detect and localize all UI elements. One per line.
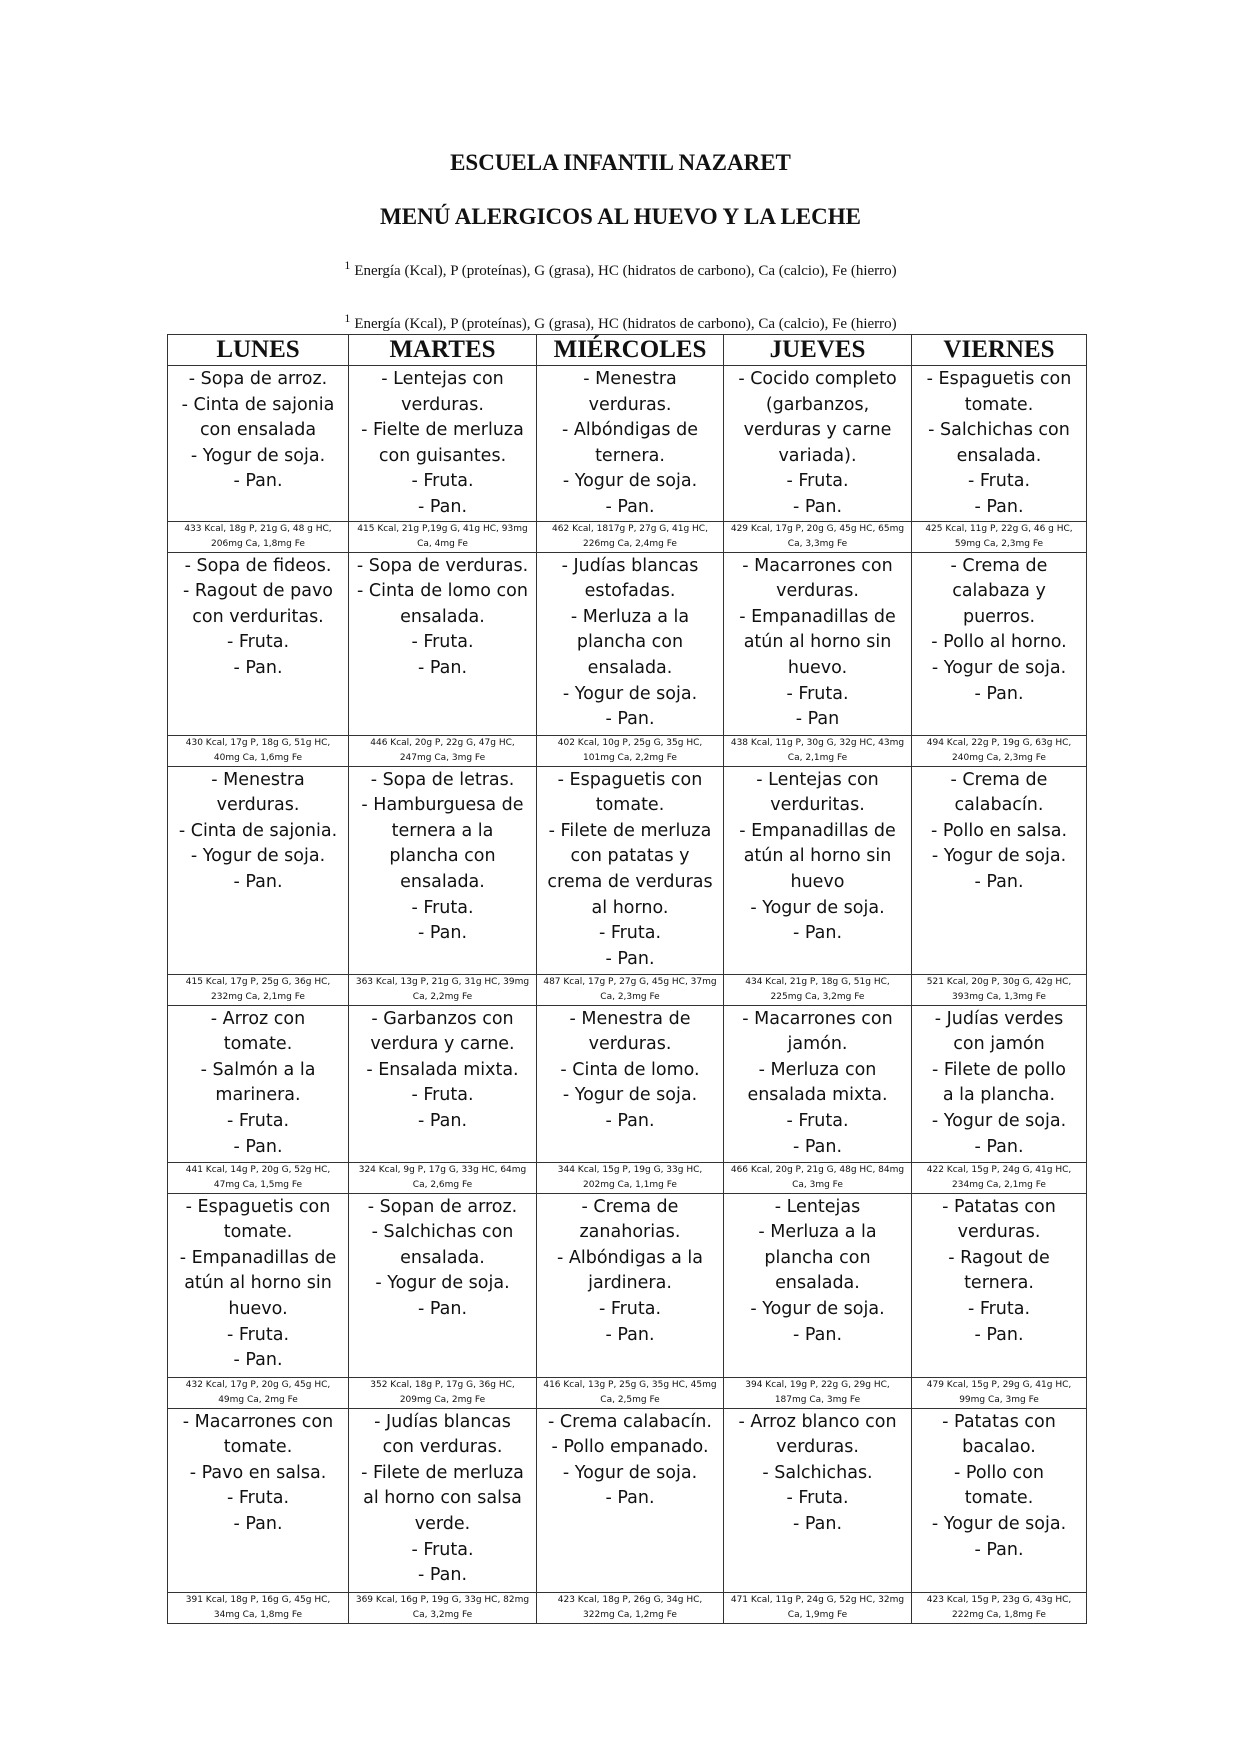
menu-item-line: verduras. bbox=[776, 581, 859, 602]
menu-item-line: - Pan. bbox=[792, 1324, 843, 1345]
menu-item-line: - Fruta. bbox=[226, 1110, 290, 1131]
menu-item-line: - Salchichas con bbox=[371, 1222, 514, 1243]
menu-row bbox=[168, 366, 1087, 522]
menu-item-line: - Macarrones con bbox=[742, 1008, 893, 1029]
menu-item-line: - Fruta. bbox=[411, 1539, 474, 1560]
menu-item-line: - Sopa de letras. bbox=[370, 769, 515, 790]
nutrition-info-lunes: 432 Kcal, 17g P, 20g G, 45g HC, 49mg Ca, 2mg Fe bbox=[168, 1377, 349, 1408]
menu-item-line: - Albóndigas a la bbox=[557, 1247, 703, 1268]
menu-item-line: bacalao. bbox=[962, 1437, 1036, 1458]
menu-cell-jueves bbox=[724, 552, 912, 735]
menu-item-line: - Pan. bbox=[974, 683, 1024, 704]
menu-item-line: - Pollo en salsa. bbox=[930, 820, 1068, 841]
menu-title: MENÚ ALERGICOS AL HUEVO Y LA LECHE bbox=[380, 204, 861, 229]
menu-item-line: - Pavo en salsa. bbox=[189, 1462, 327, 1483]
menu-cell-martes bbox=[349, 1005, 537, 1162]
menu-cell-lunes bbox=[168, 366, 349, 522]
menu-item-line: - Crema de bbox=[950, 769, 1048, 790]
footnote-text: Energía (Kcal), P (proteínas), G (grasa), HC (hidratos de carbono), Ca (calcio), Fe (hierro) bbox=[354, 316, 897, 332]
menu-item-line: - Yogur de soja. bbox=[750, 1298, 885, 1319]
menu-item-line: ensalada. bbox=[956, 445, 1042, 466]
menu-item-line: - Fielte de merluza bbox=[361, 420, 524, 441]
menu-item-line: - Pan. bbox=[233, 1136, 283, 1157]
menu-item-line: - Sopa de verduras. bbox=[356, 555, 529, 576]
menu-item-line: - Yogur de soja. bbox=[562, 471, 698, 492]
menu-row bbox=[168, 1005, 1087, 1162]
nutrition-info-martes: 369 Kcal, 16g P, 19g G, 33g HC, 82mg Ca, 3,2mg Fe bbox=[349, 1592, 537, 1623]
nutrition-info-martes: 324 Kcal, 9g P, 17g G, 33g HC, 64mg Ca, 2,6mg Fe bbox=[349, 1162, 537, 1193]
menu-item-line: - Yogur de soja. bbox=[562, 1085, 698, 1106]
menu-item-line: - Pollo empanado. bbox=[551, 1437, 709, 1458]
menu-item-line: - Patatas con bbox=[942, 1196, 1056, 1217]
menu-item-line: tomate. bbox=[223, 1437, 293, 1458]
nutrition-info-jueves: 434 Kcal, 21g P, 18g G, 51g HC, 225mg Ca, 3,2mg Fe bbox=[724, 974, 912, 1005]
menu-item-line: - Albóndigas de bbox=[562, 420, 698, 441]
menu-item-line: - Espaguetis con bbox=[926, 369, 1072, 389]
menu-item-line: - Menestra bbox=[583, 369, 677, 389]
nutrition-info-jueves: 438 Kcal, 11g P, 30g G, 32g HC, 43mg Ca, 2,1mg Fe bbox=[724, 735, 912, 766]
nutrition-info-jueves: 471 Kcal, 11g P, 24g G, 52g HC, 32mg Ca, 1,9mg Fe bbox=[724, 1592, 912, 1623]
menu-item-line: - Yogur de soja. bbox=[562, 1462, 698, 1483]
menu-item-line: - Filete de pollo bbox=[931, 1059, 1067, 1080]
menu-item-line: - Pan. bbox=[417, 1110, 468, 1131]
menu-item-line: atún al horno sin bbox=[743, 846, 892, 867]
menu-item-line: - Cinta de sajonia. bbox=[178, 820, 338, 841]
menu-item-line: - Pan. bbox=[974, 1136, 1024, 1157]
menu-cell-lunes bbox=[168, 1193, 349, 1377]
nutrition-info-viernes: 423 Kcal, 15g P, 23g G, 43g HC, 222mg Ca, 1,8mg Fe bbox=[912, 1592, 1087, 1623]
menu-item-line: - Judías blancas bbox=[561, 555, 699, 576]
menu-item-line: puerros. bbox=[962, 606, 1036, 627]
menu-cell-viernes bbox=[912, 766, 1087, 974]
weekly-menu-table bbox=[167, 334, 1087, 1624]
menu-item-line: - Cinta de lomo. bbox=[560, 1059, 700, 1080]
menu-item-line: con ensalada bbox=[199, 420, 317, 441]
school-name: ESCUELA INFANTIL NAZARET bbox=[450, 150, 791, 175]
menu-item-line: - Lentejas con bbox=[381, 369, 504, 389]
menu-item-line: - Ensalada mixta. bbox=[366, 1059, 519, 1080]
menu-item-line: - Crema de bbox=[581, 1196, 679, 1217]
menu-item-line: - Pollo al horno. bbox=[931, 632, 1067, 653]
day-header-row bbox=[168, 335, 1087, 366]
menu-item-line: huevo. bbox=[787, 657, 848, 678]
footnote-text: Energía (Kcal), P (proteínas), G (grasa), HC (hidratos de carbono), Ca (calcio), Fe (hierro) bbox=[354, 263, 897, 279]
menu-item-line: (garbanzos, bbox=[765, 394, 870, 415]
menu-item-line: zanahorias. bbox=[579, 1222, 681, 1243]
menu-item-line: - Crema calabacín. bbox=[548, 1411, 712, 1432]
menu-item-line: verduras. bbox=[957, 1222, 1041, 1243]
menu-item-line: - Patatas con bbox=[942, 1411, 1056, 1432]
menu-item-line: - Fruta. bbox=[411, 1085, 474, 1106]
menu-item-line: - Pan. bbox=[417, 657, 468, 678]
menu-item-line: - Cinta de sajonia bbox=[181, 394, 335, 415]
nutrition-row bbox=[168, 1377, 1087, 1408]
menu-item-line: - Cinta de lomo con bbox=[357, 581, 528, 602]
menu-item-line: - Pan. bbox=[233, 871, 283, 892]
nutrition-info-viernes: 422 Kcal, 15g P, 24g G, 41g HC, 234mg Ca, 2,1mg Fe bbox=[912, 1162, 1087, 1193]
menu-item-line: ensalada. bbox=[400, 606, 485, 627]
menu-cell-jueves bbox=[724, 1193, 912, 1377]
day-header-viernes: VIERNES bbox=[912, 335, 1087, 366]
menu-cell-jueves bbox=[724, 1005, 912, 1162]
menu-item-line: verdura y carne. bbox=[370, 1034, 515, 1055]
menu-item-line: - Fruta. bbox=[967, 1298, 1031, 1319]
menu-cell-martes bbox=[349, 1193, 537, 1377]
nutrition-info-jueves: 394 Kcal, 19g P, 22g G, 29g HC, 187mg Ca, 3mg Fe bbox=[724, 1377, 912, 1408]
menu-item-line: verduras. bbox=[776, 1437, 859, 1458]
menu-item-line: - Empanadillas de bbox=[739, 820, 896, 841]
menu-item-line: tomate. bbox=[964, 1488, 1034, 1509]
nutrition-info-martes: 415 Kcal, 21g P,19g G, 41g HC, 93mg Ca, 4mg Fe bbox=[349, 521, 537, 552]
menu-item-line: - Judías verdes bbox=[934, 1008, 1064, 1029]
menu-item-line: - Filete de merluza bbox=[548, 820, 712, 841]
menu-item-line: - Sopan de arroz. bbox=[367, 1196, 518, 1217]
menu-item-line: tomate. bbox=[223, 1034, 293, 1055]
nutrition-row bbox=[168, 521, 1087, 552]
menu-item-line: - Ragout de bbox=[948, 1247, 1050, 1268]
menu-item-line: - Sopa de arroz. bbox=[188, 369, 328, 389]
menu-item-line: - Merluza a la bbox=[758, 1222, 877, 1243]
menu-item-line: - Espaguetis con bbox=[557, 769, 703, 790]
nutrition-info-lunes: 433 Kcal, 18g P, 21g G, 48 g HC, 206mg Ca, 1,8mg Fe bbox=[168, 521, 349, 552]
menu-item-line: - Pan. bbox=[792, 1136, 843, 1157]
menu-item-line: - Yogur de soja. bbox=[931, 846, 1067, 867]
menu-item-line: - Yogur de soja. bbox=[931, 657, 1067, 678]
day-header-lunes: LUNES bbox=[168, 335, 349, 366]
menu-item-line: verduras. bbox=[401, 394, 484, 415]
nutrition-info-miercoles: 487 Kcal, 17g P, 27g G, 45g HC, 37mg Ca, 2,3mg Fe bbox=[537, 974, 724, 1005]
nutrition-info-viernes: 494 Kcal, 22g P, 19g G, 63g HC, 240mg Ca, 2,3mg Fe bbox=[912, 735, 1087, 766]
menu-item-line: variada). bbox=[778, 445, 857, 466]
menu-item-line: a la plancha. bbox=[942, 1085, 1056, 1106]
nutrition-info-miercoles: 462 Kcal, 1817g P, 27g G, 41g HC, 226mg Ca, 2,4mg Fe bbox=[537, 521, 724, 552]
menu-item-line: - Pan. bbox=[792, 923, 843, 944]
menu-item-line: - Pan. bbox=[605, 948, 655, 969]
menu-item-line: - Empanadillas de bbox=[179, 1247, 337, 1268]
menu-item-line: - Fruta. bbox=[598, 1298, 662, 1319]
menu-item-line: huevo bbox=[790, 871, 845, 892]
menu-item-line: - Pan. bbox=[417, 1298, 468, 1319]
menu-item-line: ensalada. bbox=[587, 657, 673, 678]
menu-item-line: - Pan. bbox=[792, 496, 843, 517]
menu-row bbox=[168, 1408, 1087, 1592]
nutrition-info-jueves: 466 Kcal, 20g P, 21g G, 48g HC, 84mg Ca, 3mg Fe bbox=[724, 1162, 912, 1193]
menu-cell-viernes bbox=[912, 1005, 1087, 1162]
menu-item-line: - Menestra de bbox=[569, 1008, 691, 1029]
menu-cell-martes bbox=[349, 366, 537, 522]
menu-cell-lunes bbox=[168, 1408, 349, 1592]
menu-cell-jueves bbox=[724, 766, 912, 974]
menu-item-line: - Lentejas con bbox=[756, 769, 879, 790]
menu-item-line: calabaza y bbox=[952, 581, 1046, 602]
menu-item-line: - Yogur de soja. bbox=[931, 1513, 1067, 1534]
menu-row bbox=[168, 766, 1087, 974]
menu-item-line: - Pan. bbox=[605, 1110, 655, 1131]
menu-cell-miercoles bbox=[537, 552, 724, 735]
menu-item-line: ensalada. bbox=[775, 1273, 860, 1294]
menu-item-line: ternera a la bbox=[391, 820, 494, 841]
menu-item-line: - Fruta. bbox=[226, 1324, 290, 1345]
menu-item-line: con jamón bbox=[953, 1034, 1045, 1055]
menu-item-line: - Fruta. bbox=[967, 471, 1031, 492]
menu-item-line: - Yogur de soja. bbox=[562, 683, 698, 704]
footnote-legend-repeat bbox=[0, 311, 1241, 333]
menu-item-line: plancha con bbox=[576, 632, 684, 653]
nutrition-row bbox=[168, 1162, 1087, 1193]
menu-item-line: al horno con salsa bbox=[363, 1488, 522, 1509]
menu-item-line: - Pan. bbox=[233, 1350, 283, 1371]
menu-item-line: marinera. bbox=[215, 1085, 301, 1106]
menu-item-line: jamón. bbox=[787, 1034, 848, 1055]
menu-item-line: - Pan bbox=[795, 709, 840, 730]
footnote-mark: 1 bbox=[344, 258, 351, 272]
menu-row bbox=[168, 1193, 1087, 1377]
menu-item-line: - Salchichas. bbox=[762, 1462, 873, 1483]
menu-item-line: con patatas y bbox=[570, 846, 690, 867]
menu-item-line: tomate. bbox=[223, 1222, 293, 1243]
nutrition-info-lunes: 415 Kcal, 17g P, 25g G, 36g HC, 232mg Ca, 2,1mg Fe bbox=[168, 974, 349, 1005]
menu-item-line: plancha con bbox=[764, 1247, 871, 1268]
nutrition-info-martes: 446 Kcal, 20g P, 22g G, 47g HC, 247mg Ca, 3mg Fe bbox=[349, 735, 537, 766]
menu-body bbox=[168, 366, 1087, 1624]
menu-cell-martes bbox=[349, 766, 537, 974]
menu-cell-viernes bbox=[912, 1193, 1087, 1377]
menu-item-line: - Fruta. bbox=[226, 632, 290, 653]
menu-item-line: atún al horno sin bbox=[743, 632, 892, 653]
menu-item-line: - Pan. bbox=[417, 1565, 468, 1586]
menu-item-line: ensalada mixta. bbox=[747, 1085, 888, 1106]
menu-item-line: - Fruta. bbox=[786, 683, 849, 704]
day-header-miercoles: MIÉRCOLES bbox=[537, 335, 724, 366]
menu-item-line: verduras y carne bbox=[743, 420, 892, 441]
nutrition-info-jueves: 429 Kcal, 17g P, 20g G, 45g HC, 65mg Ca, 3,3mg Fe bbox=[724, 521, 912, 552]
menu-cell-miercoles bbox=[537, 766, 724, 974]
menu-item-line: - Salchichas con bbox=[928, 420, 1070, 441]
menu-item-line: tomate. bbox=[595, 795, 665, 816]
nutrition-info-miercoles: 423 Kcal, 18g P, 26g G, 34g HC, 322mg Ca, 1,2mg Fe bbox=[537, 1592, 724, 1623]
nutrition-info-miercoles: 402 Kcal, 10g P, 25g G, 35g HC, 101mg Ca, 2,2mg Fe bbox=[537, 735, 724, 766]
menu-item-line: - Espaguetis con bbox=[185, 1196, 331, 1217]
menu-item-line: - Yogur de soja. bbox=[750, 897, 885, 918]
footnote-mark: 1 bbox=[344, 311, 351, 325]
menu-item-line: ternera. bbox=[964, 1273, 1034, 1294]
nutrition-info-viernes: 425 Kcal, 11g P, 22g G, 46 g HC, 59mg Ca, 2,3mg Fe bbox=[912, 521, 1087, 552]
menu-item-line: con verduritas. bbox=[192, 606, 324, 627]
menu-item-line: - Fruta. bbox=[411, 471, 474, 492]
menu-cell-lunes bbox=[168, 766, 349, 974]
menu-cell-viernes bbox=[912, 366, 1087, 522]
menu-item-line: - Fruta. bbox=[598, 923, 662, 944]
menu-item-line: - Macarrones con bbox=[182, 1411, 334, 1432]
menu-item-line: - Fruta. bbox=[786, 471, 849, 492]
menu-item-line: - Pollo con bbox=[954, 1462, 1044, 1483]
menu-item-line: - Pan. bbox=[605, 1324, 655, 1345]
menu-item-line: con guisantes. bbox=[378, 445, 507, 466]
menu-item-line: verduras. bbox=[588, 394, 672, 415]
menu-item-line: verduras. bbox=[216, 795, 300, 816]
menu-cell-lunes bbox=[168, 552, 349, 735]
menu-item-line: - Macarrones con bbox=[742, 555, 893, 576]
menu-item-line: - Ragout de pavo bbox=[182, 581, 334, 602]
day-header-martes: MARTES bbox=[349, 335, 537, 366]
menu-cell-viernes bbox=[912, 552, 1087, 735]
nutrition-info-miercoles: 344 Kcal, 15g P, 19g G, 33g HC, 202mg Ca, 1,1mg Fe bbox=[537, 1162, 724, 1193]
menu-item-line: verde. bbox=[414, 1513, 471, 1534]
menu-item-line: - Fruta. bbox=[786, 1488, 849, 1509]
menu-item-line: - Pan. bbox=[233, 471, 283, 492]
menu-item-line: - Arroz con bbox=[210, 1008, 306, 1029]
menu-item-line: - Fruta. bbox=[411, 897, 474, 918]
menu-item-line: estofadas. bbox=[584, 581, 676, 602]
menu-item-line: - Pan. bbox=[605, 496, 655, 517]
nutrition-info-viernes: 479 Kcal, 15g P, 29g G, 41g HC, 99mg Ca, 3mg Fe bbox=[912, 1377, 1087, 1408]
menu-cell-viernes bbox=[912, 1408, 1087, 1592]
menu-item-line: - Merluza con bbox=[758, 1059, 877, 1080]
menu-item-line: - Salmón a la bbox=[200, 1059, 316, 1080]
menu-item-line: - Lentejas bbox=[774, 1196, 861, 1217]
menu-item-line: - Pan. bbox=[605, 709, 655, 730]
menu-cell-jueves bbox=[724, 1408, 912, 1592]
menu-item-line: - Crema de bbox=[950, 555, 1048, 576]
menu-item-line: al horno. bbox=[591, 897, 669, 918]
nutrition-info-viernes: 521 Kcal, 20g P, 30g G, 42g HC, 393mg Ca, 1,3mg Fe bbox=[912, 974, 1087, 1005]
menu-item-line: crema de verduras bbox=[547, 871, 713, 892]
menu-item-line: - Pan. bbox=[974, 496, 1024, 517]
menu-item-line: huevo. bbox=[228, 1298, 288, 1319]
menu-item-line: - Cocido completo bbox=[738, 369, 897, 389]
menu-item-line: - Fruta. bbox=[786, 1110, 849, 1131]
menu-item-line: - Empanadillas de bbox=[739, 606, 896, 627]
nutrition-info-lunes: 441 Kcal, 14g P, 20g G, 52g HC, 47mg Ca, 1,5mg Fe bbox=[168, 1162, 349, 1193]
menu-item-line: - Yogur de soja. bbox=[931, 1110, 1067, 1131]
nutrition-info-miercoles: 416 Kcal, 13g P, 25g G, 35g HC, 45mg Ca, 2,5mg Fe bbox=[537, 1377, 724, 1408]
menu-cell-martes bbox=[349, 1408, 537, 1592]
menu-item-line: - Merluza a la bbox=[570, 606, 690, 627]
menu-item-line: ensalada. bbox=[400, 1247, 485, 1268]
menu-item-line: - Menestra bbox=[211, 769, 305, 790]
menu-item-line: jardinera. bbox=[588, 1273, 672, 1294]
nutrition-info-martes: 352 Kcal, 18g P, 17g G, 36g HC, 209mg Ca, 2mg Fe bbox=[349, 1377, 537, 1408]
menu-cell-miercoles bbox=[537, 366, 724, 522]
nutrition-row bbox=[168, 1592, 1087, 1623]
nutrition-row bbox=[168, 735, 1087, 766]
menu-item-line: - Sopa de fideos. bbox=[184, 555, 332, 576]
menu-item-line: ternera. bbox=[595, 445, 665, 466]
footnote-legend bbox=[0, 258, 1241, 280]
menu-item-line: - Filete de merluza bbox=[361, 1462, 524, 1483]
menu-item-line: - Yogur de soja. bbox=[190, 445, 326, 466]
menu-cell-miercoles bbox=[537, 1408, 724, 1592]
menu-item-line: atún al horno sin bbox=[184, 1273, 332, 1294]
menu-item-line: - Pan. bbox=[974, 1324, 1024, 1345]
menu-item-line: - Fruta. bbox=[411, 632, 474, 653]
menu-item-line: - Fruta. bbox=[226, 1488, 290, 1509]
nutrition-row bbox=[168, 974, 1087, 1005]
menu-item-line: - Pan. bbox=[233, 1513, 283, 1534]
nutrition-info-martes: 363 Kcal, 13g P, 21g G, 31g HC, 39mg Ca, 2,2mg Fe bbox=[349, 974, 537, 1005]
menu-item-line: - Pan. bbox=[974, 1539, 1024, 1560]
menu-item-line: plancha con bbox=[389, 846, 496, 867]
menu-cell-miercoles bbox=[537, 1193, 724, 1377]
menu-cell-miercoles bbox=[537, 1005, 724, 1162]
menu-cell-lunes bbox=[168, 1005, 349, 1162]
menu-item-line: - Hamburguesa de bbox=[361, 795, 524, 816]
menu-item-line: - Pan. bbox=[233, 657, 283, 678]
menu-item-line: - Pan. bbox=[417, 496, 468, 517]
menu-row bbox=[168, 552, 1087, 735]
menu-item-line: verduritas. bbox=[770, 795, 865, 816]
menu-item-line: - Garbanzos con bbox=[371, 1008, 514, 1029]
menu-item-line: - Pan. bbox=[605, 1488, 655, 1509]
menu-item-line: calabacín. bbox=[954, 795, 1044, 816]
menu-item-line: ensalada. bbox=[400, 871, 485, 892]
nutrition-info-lunes: 430 Kcal, 17g P, 18g G, 51g HC, 40mg Ca, 1,6mg Fe bbox=[168, 735, 349, 766]
menu-item-line: - Yogur de soja. bbox=[375, 1273, 510, 1294]
menu-item-line: verduras. bbox=[588, 1034, 672, 1055]
menu-item-line: - Yogur de soja. bbox=[190, 846, 326, 867]
menu-item-line: - Judías blancas bbox=[374, 1411, 511, 1432]
day-header-jueves: JUEVES bbox=[724, 335, 912, 366]
menu-item-line: tomate. bbox=[964, 394, 1034, 415]
menu-item-line: - Pan. bbox=[974, 871, 1024, 892]
nutrition-info-lunes: 391 Kcal, 18g P, 16g G, 45g HC, 34mg Ca, 1,8mg Fe bbox=[168, 1592, 349, 1623]
menu-item-line: - Pan. bbox=[792, 1513, 843, 1534]
menu-item-line: - Pan. bbox=[417, 923, 468, 944]
menu-item-line: - Arroz blanco con bbox=[738, 1411, 897, 1432]
menu-cell-jueves bbox=[724, 366, 912, 522]
menu-item-line: con verduras. bbox=[382, 1437, 503, 1458]
menu-cell-martes bbox=[349, 552, 537, 735]
